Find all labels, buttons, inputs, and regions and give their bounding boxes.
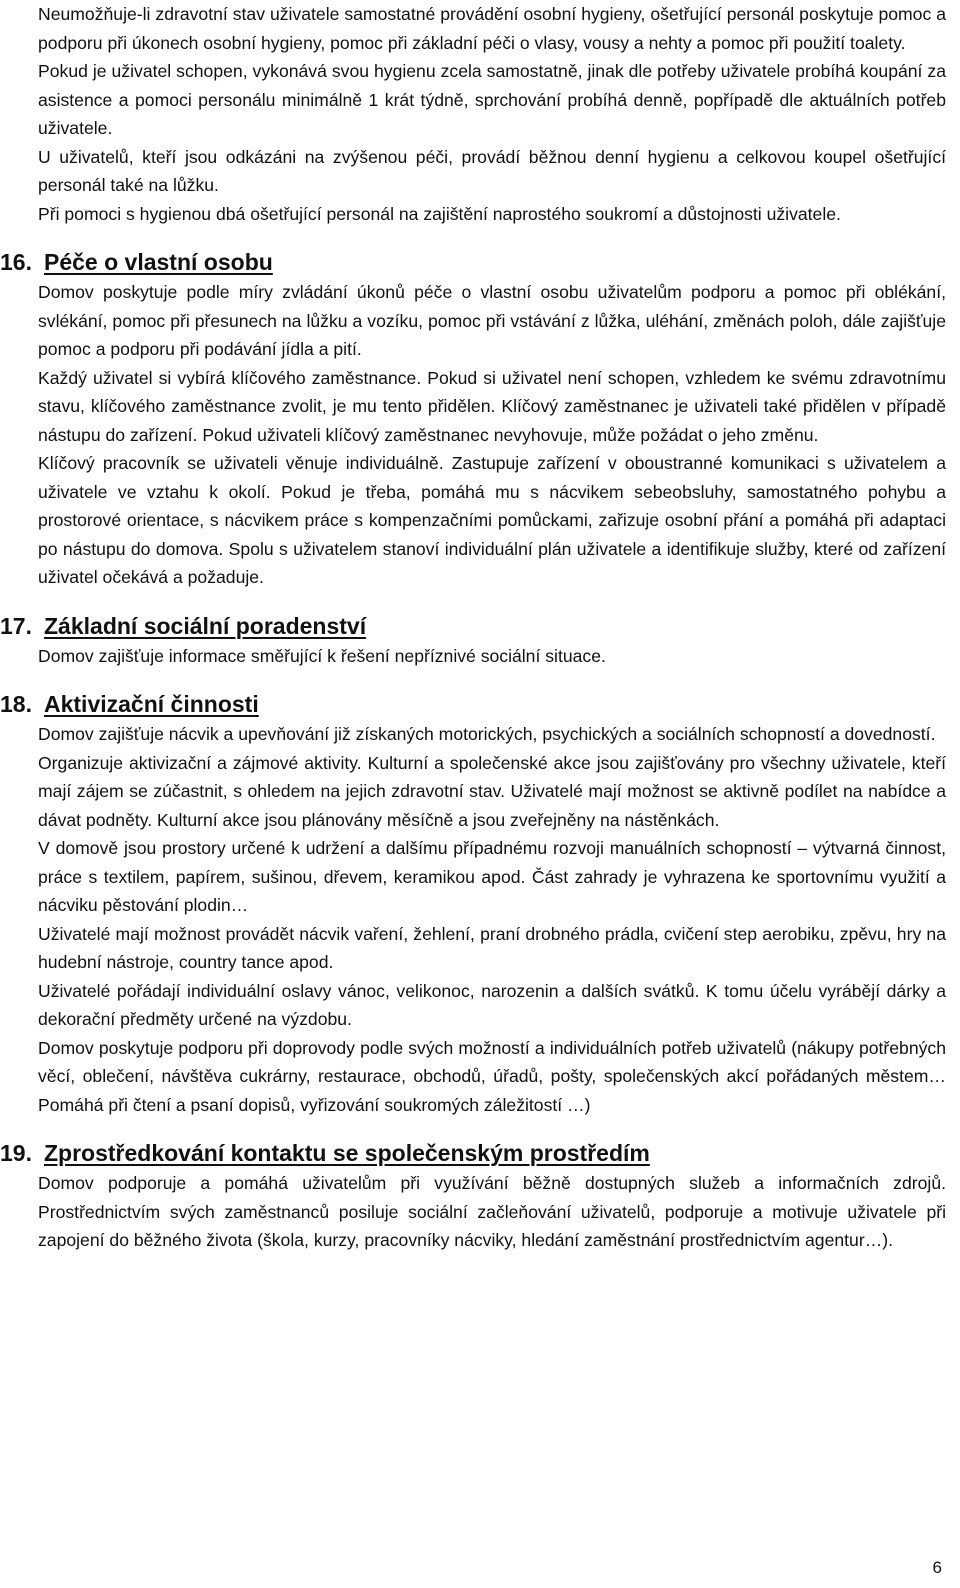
- section-number: 17.: [0, 612, 32, 639]
- section-number: 16.: [0, 249, 32, 275]
- page-number: 6: [932, 1558, 942, 1577]
- section-number: 19.: [0, 1140, 32, 1166]
- section-title: Péče o vlastní osobu: [44, 249, 273, 275]
- intro-paragraph-3: U uživatelů, kteří jsou odkázáni na zvýšenou péči, provádí běžnou denní hygienu a celkovou koupel ošetřující personál také na lůžku.: [38, 146, 946, 195]
- section-18-heading: [0, 688, 946, 720]
- section-title: Aktivizační činnosti: [44, 691, 259, 717]
- section-18-paragraph-3: V domově jsou prostory určené k udržení a dalšímu případnému rozvoji manuálních schopností – výtvarná činnost, práce s textilem, papírem, sušinou, dřevem, keramikou apod. Část zahrady je vyhrazena ke sportovnímu využití a nácviku pěstování plodin…: [38, 838, 946, 915]
- intro-paragraph-2: Pokud je uživatel schopen, vykonává svou hygienu zcela samostatně, jinak dle potřeby uživatele probíhá koupání za asistence a pomoci personálu minimálně 1 krát týdně, sprchování probíhá denně, popřípadě dle aktuálních potřeb uživatele.: [38, 61, 946, 138]
- section-16-paragraph-1: Domov poskytuje podle míry zvládání úkonů péče o vlastní osobu uživatelům podporu a pomoc při oblékání, svlékání, pomoc při přesunech na lůžku a vozíku, pomoc při vstávání z lůžka, uléhání, změnách poloh, dále zajišťuje pomoc a podporu při podávání jídla a pití.: [38, 282, 946, 359]
- section-18-paragraph-5: Uživatelé pořádají individuální oslavy vánoc, velikonoc, narozenin a dalších svátků. K tomu účelu vyrábějí dárky a dekorační předměty určené na výzdobu.: [38, 980, 946, 1029]
- section-18-paragraph-2: Organizuje aktivizační a zájmové aktivity. Kulturní a společenské akce jsou zajišťovány pro všechny uživatele, kteří mají zájem se zúčastnit, s ohledem na jejich zdravotní stav. Uživatelé mají možnost se aktivně podílet na nabídce a dávat podněty. Kulturní akce jsou plánovány měsíčně a jsou zveřejněny na nástěnkách.: [38, 752, 946, 830]
- section-title: Základní sociální poradenství: [44, 612, 367, 639]
- section-19-paragraph-1: Domov podporuje a pomáhá uživatelům při využívání běžně dostupných služeb a informačních zdrojů. Prostřednictvím svých zaměstnanců posiluje sociální začleňování uživatelů, podporuje a motivuje uživatele při zapojení do běžného života (škola, kurzy, pracovníky nácviky, hledání zaměstnání prostřednictvím agentur…).: [38, 1173, 946, 1250]
- intro-paragraph-1: Neumožňuje-li zdravotní stav uživatele samostatné provádění osobní hygieny, ošetřující personál poskytuje pomoc a podporu při úkonech osobní hygieny, pomoc při základní péči o vlasy, vousy a nehty a pomoc při použití toalety.: [38, 4, 946, 53]
- section-17-paragraph-1: Domov zajišťuje informace směřující k řešení nepříznivé sociální situace.: [38, 645, 606, 666]
- section-16-heading: [0, 246, 946, 278]
- section-17-heading: [0, 610, 946, 642]
- section-18-paragraph-4: Uživatelé mají možnost provádět nácvik vaření, žehlení, praní drobného prádla, cvičení step aerobiku, zpěvu, hry na hudební nástroje, country tance apod.: [38, 923, 946, 972]
- section-19-heading: [0, 1137, 946, 1169]
- section-number: 18.: [0, 691, 32, 717]
- section-title: Zprostředkování kontaktu se společenským prostředím: [44, 1140, 650, 1166]
- section-16-paragraph-2: Každý uživatel si vybírá klíčového zaměstnance. Pokud si uživatel není schopen, vzhledem ke svému zdravotnímu stavu, klíčového zaměstnance zvolit, je mu tento přidělen. Klíčový zaměstnanec je uživateli také přidělen v případě nástupu do zařízení. Pokud uživateli klíčový zaměstnanec nevyhovuje, může požádat o jeho změnu.: [38, 367, 946, 445]
- intro-paragraph-4: Při pomoci s hygienou dbá ošetřující personál na zajištění naprostého soukromí a důstojnosti uživatele.: [38, 203, 841, 224]
- section-18-paragraph-6: Domov poskytuje podporu při doprovody podle svých možností a individuálních potřeb uživatelů (nákupy potřebných věcí, oblečení, návštěva cukrárny, restaurace, obchodů, úřadů, pošty, společenských akcí pořádaných městem…Pomáhá při čtení a psaní dopisů, vyřizování soukromých záležitostí …): [38, 1037, 946, 1115]
- section-18-paragraph-1: Domov zajišťuje nácvik a upevňování již získaných motorických, psychických a sociálních schopností a dovedností.: [38, 724, 936, 744]
- section-16-paragraph-3: Klíčový pracovník se uživateli věnuje individuálně. Zastupuje zařízení v oboustranné komunikaci s uživatelem a uživatele ve vztahu k okolí. Pokud je třeba, pomáhá mu s nácvikem sebeobsluhy, samostatného pohybu a prostorové orientace, s nácvikem práce s kompenzačními pomůckami, zařizuje osobní přání a pomáhá při adaptaci po nástupu do domova. Spolu s uživatelem stanoví individuální plán uživatele a identifikuje služby, které od zařízení uživatel očekává a požaduje.: [38, 453, 946, 587]
